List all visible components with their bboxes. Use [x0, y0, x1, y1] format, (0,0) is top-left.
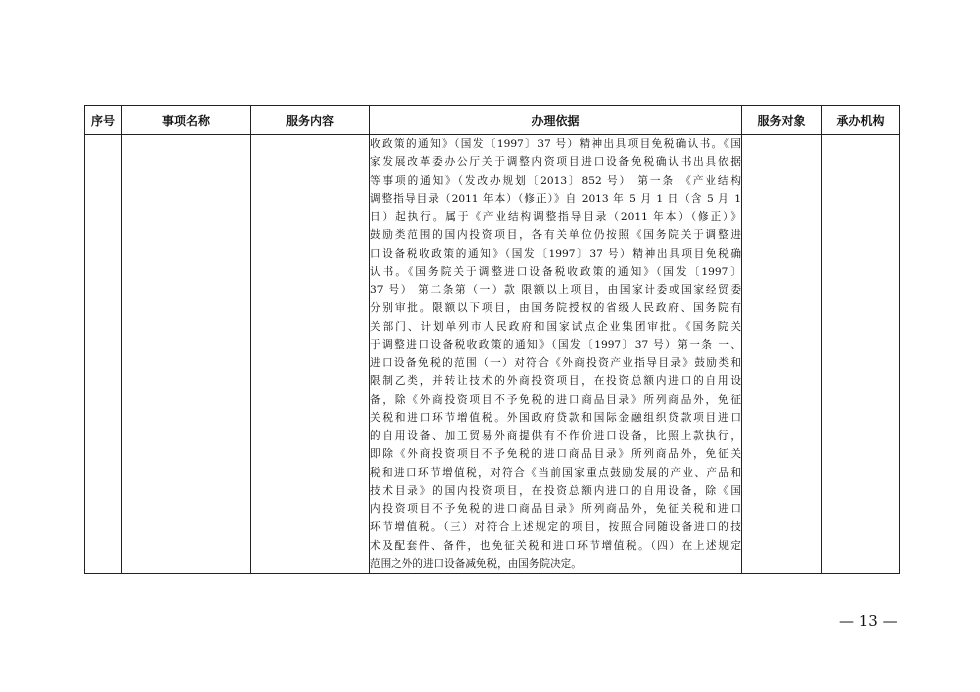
basis-text-line: 即除《外商投资项目不予免税的进口商品目录》所列商品外，免征关 — [370, 448, 741, 461]
header-index: 序号 — [85, 106, 122, 135]
basis-text-line: 收政策的通知》（国发〔1997〕37 号）精神出具项目免税确认书。《国 — [370, 138, 741, 150]
basis-text-line: 限制乙类，并转让技术的外商投资项目，在投资总额内进口的自用设 — [370, 375, 741, 388]
header-item-name: 事项名称 — [122, 106, 251, 135]
cell-service-target — [742, 135, 822, 574]
basis-text-line: 进口设备免税的范围（一）对符合《外商投资产业指导目录》鼓励类和 — [370, 357, 741, 369]
basis-text-line: 的自用设备、加工贸易外商提供有不作价进口设备，比照上款执行， — [370, 430, 741, 442]
basis-text-line: 关税和进口环节增值税。外国政府贷款和国际金融组织贷款项目进口 — [370, 411, 741, 424]
table-row — [85, 135, 900, 574]
basis-text-line: 范围之外的进口设备减免税，由国务院决定。 — [370, 557, 582, 570]
basis-text-line: 于调整进口设备税收政策的通知》（国发〔1997〕37 号）第一条 一、 — [370, 338, 741, 351]
basis-text-line: 日）起执行。属于《产业结构调整指导目录（2011 年本）（修正）》 — [370, 211, 741, 223]
basis-text-line: 税和进口环节增值税，对符合《当前国家重点鼓励发展的产业、产品和 — [370, 466, 741, 479]
basis-text-line: 备，除《外商投资项目不予免税的进口商品目录》所列商品外，免征 — [370, 393, 741, 406]
cell-basis — [370, 135, 742, 574]
header-service-target: 服务对象 — [742, 106, 822, 135]
cell-item-name — [122, 135, 251, 574]
basis-text-line: 家发展改革委办公厅关于调整内资项目进口设备免税确认书出具依据 — [370, 156, 741, 169]
basis-text-line: 技术目录》的国内投资项目，在投资总额内进口的自用设备，除《国 — [370, 484, 741, 497]
basis-text-line: 口设备税收政策的通知》（国发〔1997〕37 号）精神出具项目免税确 — [370, 247, 741, 260]
basis-text-line: 调整指导目录（2011 年本）（修正）》自 2013 年 5 月 1 日（含 5 月 1 — [370, 192, 741, 205]
basis-text-line: 术及配套件、备件，也免征关税和进口环节增值税。（四）在上述规定 — [370, 539, 741, 552]
header-basis: 办理依据 — [370, 106, 742, 135]
basis-text — [370, 135, 741, 573]
basis-text-line: 内投资项目不予免税的进口商品目录》所列商品外，免征关税和进口 — [370, 503, 741, 515]
basis-text-line: 37 号） 第二条第（一）款 限额以上项目，由国家计委或国家经贸委 — [370, 284, 741, 296]
basis-text-line: 鼓励类范围的国内投资项目，各有关单位仍按照《国务院关于调整进 — [370, 229, 741, 242]
basis-text-line: 分别审批。限额以下项目，由国务院授权的省级人民政府、国务院有 — [370, 302, 741, 315]
cell-service-content — [251, 135, 370, 574]
header-agency: 承办机构 — [822, 106, 900, 135]
page-number: — 13 — — [839, 612, 898, 630]
table-header-row — [85, 106, 900, 135]
basis-text-line: 等事项的通知》（发改办规划〔2013〕852 号） 第一条 《产业结构 — [370, 174, 741, 187]
service-items-table — [84, 105, 900, 574]
cell-index — [85, 135, 122, 574]
basis-text-line: 环节增值税。（三）对符合上述规定的项目，按照合同随设备进口的技 — [370, 521, 741, 534]
header-service-content: 服务内容 — [251, 106, 370, 135]
cell-agency — [822, 135, 900, 574]
basis-text-line: 认书。《国务院关于调整进口设备税收政策的通知》（国发〔1997〕 — [370, 265, 741, 278]
basis-text-line: 关部门、计划单列市人民政府和国家试点企业集团审批。《国务院关 — [370, 320, 741, 333]
